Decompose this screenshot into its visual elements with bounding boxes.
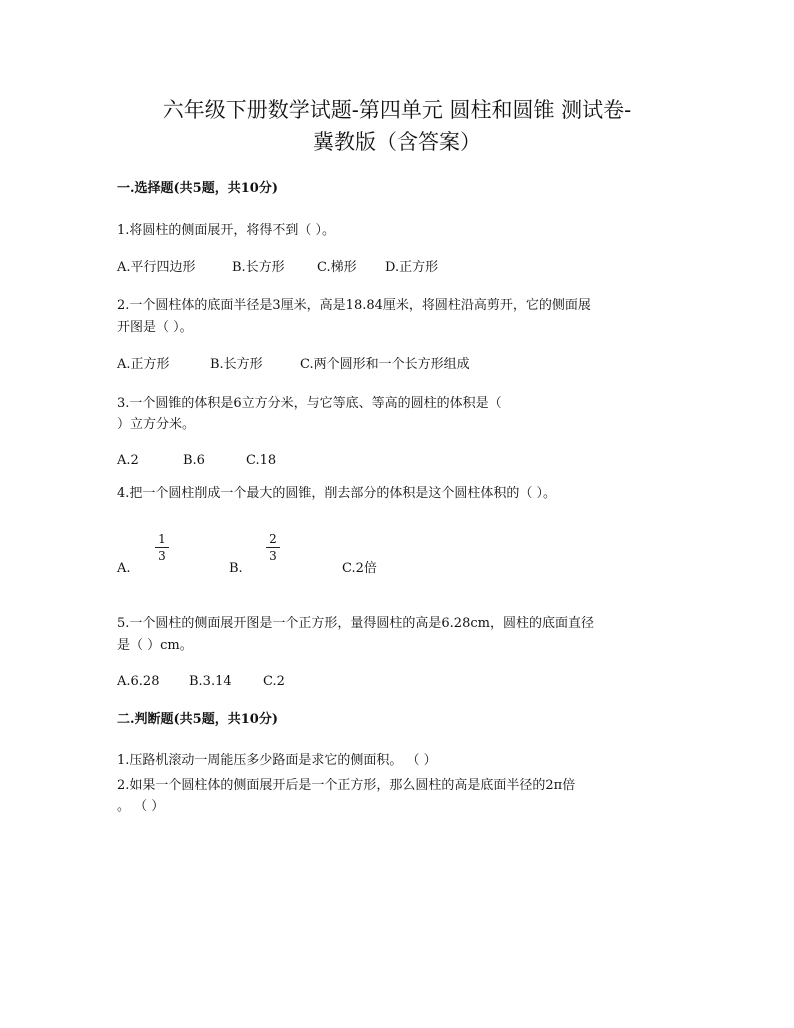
option-1-4-a: A. — [117, 561, 131, 576]
option-1-5-c: C.2 — [263, 674, 285, 689]
option-1-2-c: C.两个圆形和一个长方形组成 — [300, 357, 470, 372]
question-1-1: 1.将圆柱的侧面展开，将得不到（ ）。 — [117, 223, 336, 238]
option-1-2-a: A.正方形 — [117, 357, 170, 372]
fraction-numerator: 1 — [158, 532, 166, 546]
option-1-1-d: D.正方形 — [385, 260, 439, 275]
fraction-two-thirds — [266, 532, 280, 563]
option-1-5-a: A.6.28 — [117, 674, 160, 689]
fraction-bar — [155, 547, 169, 548]
fraction-denominator: 3 — [158, 549, 166, 563]
judgement-question-2-line-2: 。 （ ） — [117, 799, 165, 814]
title-line-2: 冀教版（含答案） — [313, 130, 481, 154]
option-1-3-c: C.18 — [246, 453, 277, 468]
section-2-heading: 二.判断题(共5题，共10分) — [117, 712, 278, 727]
option-1-3-a: A.2 — [117, 453, 139, 468]
judgement-question-1: 1.压路机滚动一周能压多少路面是求它的侧面积。 （ ） — [117, 753, 437, 768]
section-1-heading: 一.选择题(共5题，共10分) — [117, 181, 278, 196]
question-1-2-line-2: 开图是（ ）。 — [117, 320, 193, 335]
question-1-3-line-2: ）立方分米。 — [117, 417, 196, 432]
option-1-3-b: B.6 — [183, 453, 205, 468]
title-line-1: 六年级下册数学试题-第四单元 圆柱和圆锥 测试卷- — [162, 98, 632, 122]
fraction-denominator: 3 — [269, 549, 277, 563]
option-1-4-b: B. — [229, 561, 243, 576]
option-1-5-b: B.3.14 — [189, 674, 232, 689]
judgement-question-2-line-1: 2.如果一个圆柱体的侧面展开后是一个正方形，那么圆柱的高是底面半径的2π倍 — [117, 778, 576, 793]
option-1-2-b: B.长方形 — [210, 357, 263, 372]
question-1-2-line-1: 2.一个圆柱体的底面半径是3厘米，高是18.84厘米，将圆柱沿高剪开，它的侧面展 — [117, 298, 591, 313]
fraction-numerator: 2 — [269, 532, 277, 546]
question-1-5-line-1: 5.一个圆柱的侧面展开图是一个正方形，量得圆柱的高是6.28cm，圆柱的底面直径 — [117, 616, 594, 631]
fraction-one-third — [155, 532, 169, 563]
option-1-4-c: C.2倍 — [342, 561, 377, 576]
question-1-3-line-1: 3.一个圆锥的体积是6立方分米，与它等底、等高的圆柱的体积是（ — [117, 396, 502, 411]
option-1-1-a: A.平行四边形 — [117, 260, 196, 275]
question-1-5-line-2: 是（ ）cm。 — [117, 638, 193, 653]
option-1-1-b: B.长方形 — [232, 260, 285, 275]
fraction-bar — [266, 547, 280, 548]
question-1-4: 4.把一个圆柱削成一个最大的圆锥，削去部分的体积是这个圆柱体积的（ ）。 — [117, 486, 557, 501]
option-1-1-c: C.梯形 — [317, 260, 357, 275]
